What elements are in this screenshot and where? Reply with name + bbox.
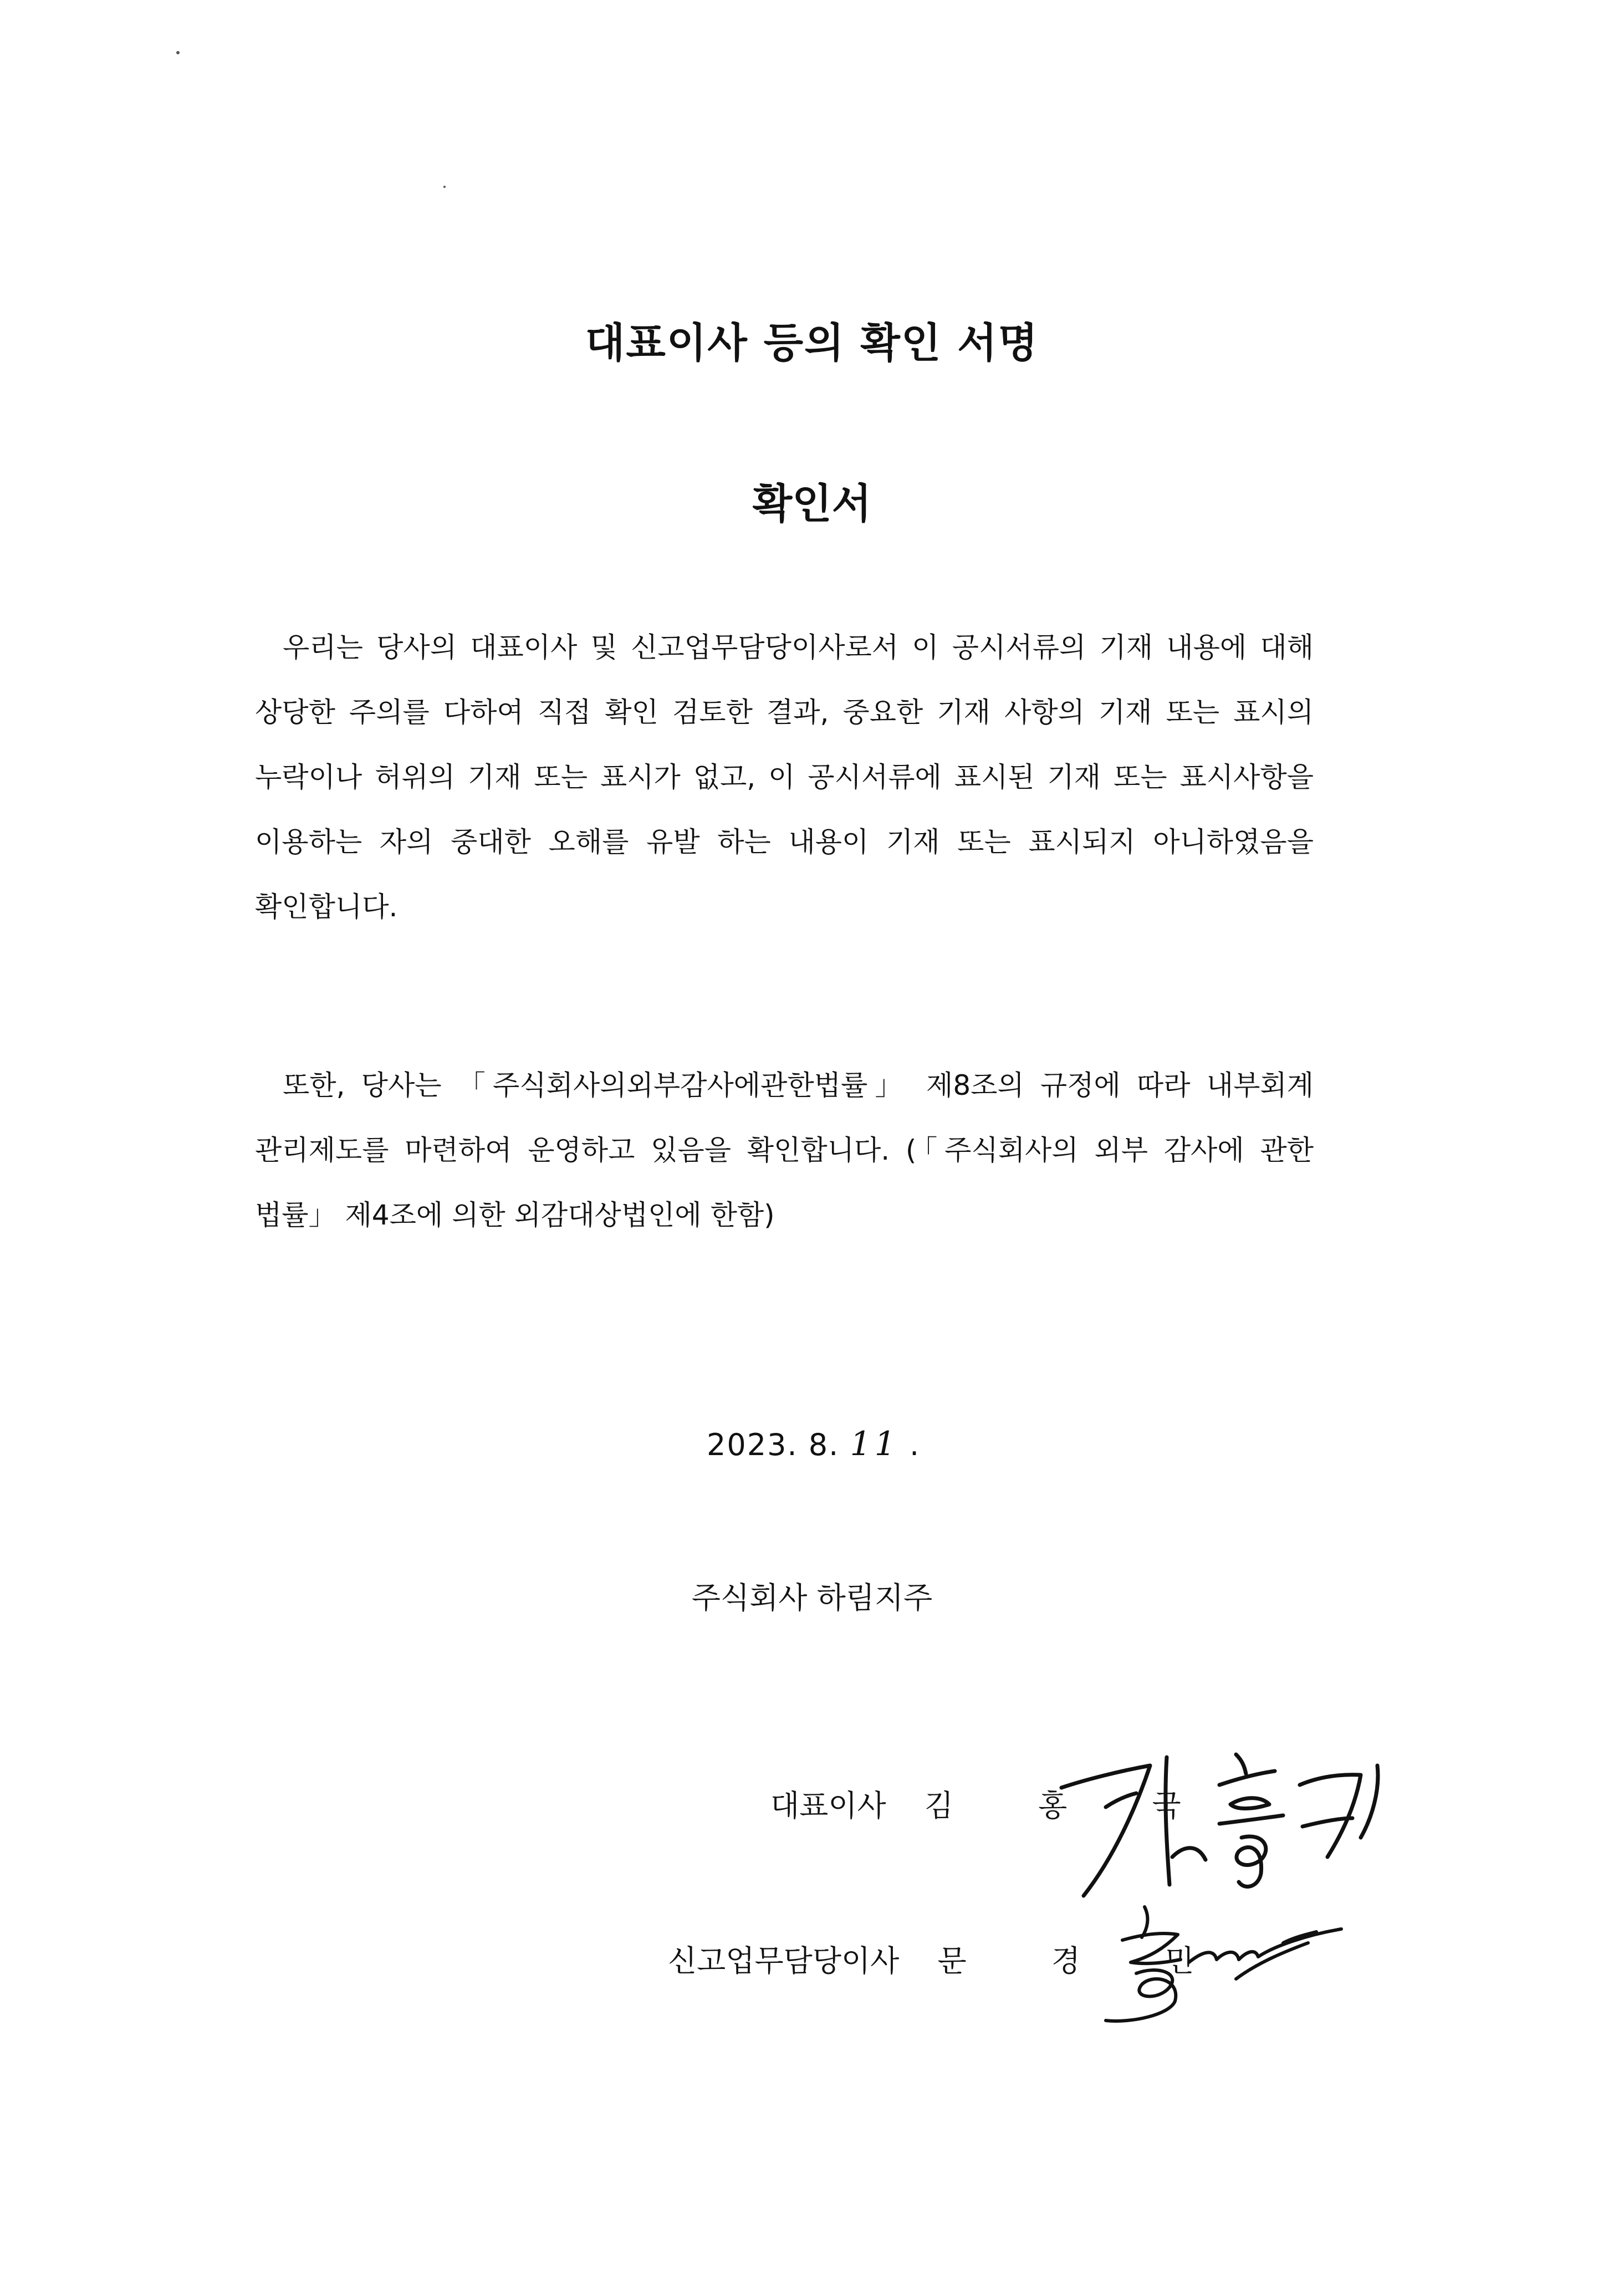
document-title: 대표이사 등의 확인 서명 [585, 319, 1039, 367]
date-suffix: . [909, 1427, 921, 1462]
date-day-handwritten: 11 [850, 1425, 899, 1463]
ceo-name: 김 홍 국 [924, 1788, 1219, 1823]
company-name: 주식회사 하림지주 [691, 1580, 933, 1615]
confirmation-paragraph: 우리는 당사의 대표이사 및 신고업무담당이사로서 이 공시서류의 기재 내용에 대해 상당한 주의를 다하여 직접 확인 검토한 결과, 중요한 기재 사항의 기재 또는 표시의 누락이나 허위의 기재 또는 표시가 없고, 이 공시서류에 표시된 기재 또는 표시사항을 이용하는 자의 중대한 오해를 유발 하는 내용이 기재 또는 표시되지 아니하였음을 확인합니다. [255, 631, 1314, 923]
scan-speck [176, 51, 180, 54]
ceo-role: 대표이사 [770, 1788, 886, 1823]
scan-speck [443, 186, 446, 188]
date-year-month: 2023. 8. [707, 1427, 840, 1462]
internal-control-paragraph: 또한, 당사는 「주식회사의외부감사에관한법률」 제8조의 규정에 따라 내부회계 관리제도를 마련하여 운영하고 있음을 확인합니다. (「주식회사의 외부 감사에 관한 법률」 제4조에 의한 외감대상법인에 한함) [255, 1069, 1314, 1231]
disclosure-officer-name: 문 경 민 [937, 1943, 1232, 1978]
disclosure-officer-role: 신고업무담당이사 [668, 1943, 900, 1978]
document-date [707, 1425, 920, 1463]
document-subtitle: 확인서 [752, 480, 872, 528]
ceo-handwritten-signature [1053, 1741, 1397, 1907]
disclosure-officer-handwritten-signature [1097, 1896, 1363, 2029]
